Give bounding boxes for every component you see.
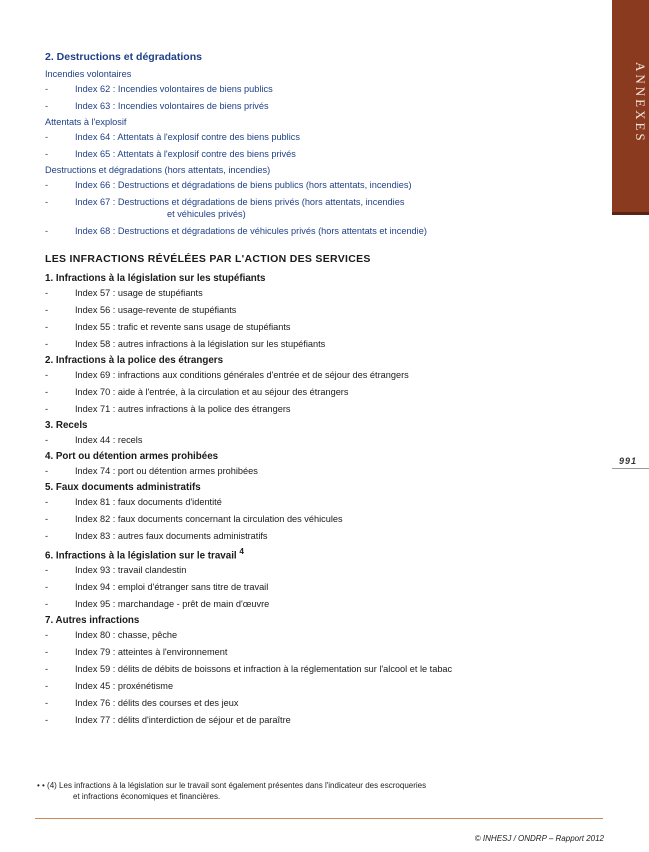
index-text: Index 44 : recels [75,435,143,445]
index-text: Index 74 : port ou détention armes prohibées [75,466,258,476]
index-item [45,697,565,709]
index-item [45,369,565,381]
index-list [45,369,565,415]
index-text: Index 82 : faux documents concernant la circulation des véhicules [75,514,343,524]
index-text: Index 65 : Attentats à l'explosif contre des biens privés [75,149,296,159]
dash-marker: - [45,84,49,94]
index-item [45,386,565,398]
index-list [45,287,565,350]
index-text: Index 93 : travail clandestin [75,565,187,576]
index-list [45,496,565,542]
index-item [45,513,565,525]
index-item [45,179,565,191]
index-list [45,434,565,446]
index-text: Index 64 : Attentats à l'explosif contre des biens publics [75,132,300,142]
index-item [45,287,565,299]
category-title: 6. Infractions à la législation sur le travail [45,550,237,562]
page-number-rule [612,468,649,469]
index-item [45,564,565,576]
group-heading: Attentats à l'explosif [45,117,127,127]
index-item [45,83,565,95]
category-heading [45,482,565,493]
footnote [37,780,537,802]
dash-marker: - [45,698,49,709]
index-text: Index 70 : aide à l'entrée, à la circulation et au séjour des étrangers [75,387,349,397]
index-item [45,496,565,508]
dash-marker: - [45,180,49,190]
index-list [45,564,565,610]
index-text: Index 69 : infractions aux conditions générales d'entrée et de séjour des étrangers [75,370,409,380]
footnote-line-1: • • (4) Les infractions à la législation sur le travail sont également présentes dans l'indicateur des escroqueries [37,781,427,790]
index-text: Index 76 : délits des courses et des jeux [75,698,239,709]
index-item [45,131,565,143]
dash-marker: - [45,435,49,445]
dash-marker: - [45,681,49,692]
index-item [45,530,565,542]
index-text: Index 45 : proxénétisme [75,681,174,692]
index-list [45,83,565,112]
footnote-ref: 4 [239,547,244,556]
page-number: 991 [618,456,638,466]
index-text: Index 67 : Destructions et dégradations de biens privés (hors attentats, incendies [75,197,405,207]
dash-marker: - [45,339,49,349]
dash-marker: - [45,582,49,593]
index-text: Index 63 : Incendies volontaires de biens privés [75,101,269,111]
index-text: Index 80 : chasse, pêche [75,630,178,641]
index-item [45,196,565,220]
dash-marker: - [45,288,49,298]
dash-marker: - [45,514,49,524]
index-text: Index 95 : marchandage - prêt de main d'œuvre [75,599,270,610]
category-title: 5. Faux documents administratifs [45,482,201,493]
dash-marker: - [45,599,49,610]
dash-marker: - [45,305,49,315]
dash-marker: - [45,322,49,332]
footer-credit: © INHESJ / ONDRP – Rapport 2012 [474,834,604,843]
index-item [45,100,565,112]
dash-marker: - [45,132,49,142]
dash-marker: - [45,715,49,726]
index-text: Index 68 : Destructions et dégradations de véhicules privés (hors attentats et incendie) [75,226,427,236]
index-item [45,403,565,415]
index-text: Index 71 : autres infractions à la police des étrangers [75,404,291,414]
index-list [45,629,565,726]
dash-marker: - [45,497,49,507]
index-item [45,225,565,237]
dash-marker: - [45,387,49,397]
category-heading [45,451,565,462]
dash-marker: - [45,149,49,159]
group [45,117,565,160]
dash-marker: - [45,565,49,576]
category-title: 3. Recels [45,420,88,431]
services-heading: LES INFRACTIONS RÉVÉLÉES PAR L'ACTION DES SERVICES [45,253,371,265]
dash-marker: - [45,101,49,111]
index-item [45,434,565,446]
group [45,165,565,237]
dash-marker: - [45,647,49,658]
index-item [45,680,565,692]
index-item [45,148,565,160]
footnote-line-2: et infractions économiques et financières. [73,792,221,801]
dash-marker: - [45,197,49,207]
index-text: Index 59 : délits de débits de boissons et infraction à la réglementation sur l'alcool et le tabac [75,664,453,675]
index-text: Index 94 : emploi d'étranger sans titre de travail [75,582,269,593]
index-item [45,714,565,726]
index-item [45,465,565,477]
dash-marker: - [45,370,49,380]
category-heading [45,615,565,626]
category-title: 2. Infractions à la police des étrangers [45,355,224,366]
index-item [45,646,565,658]
services-categories [45,273,565,726]
index-list [45,131,565,160]
dash-marker: - [45,466,49,476]
index-text: Index 77 : délits d'interdiction de séjour et de paraître [75,715,291,726]
index-item [45,321,565,333]
index-list [45,179,565,237]
category-title: 4. Port ou détention armes prohibées [45,451,219,462]
index-text: Index 56 : usage-revente de stupéfiants [75,305,237,315]
index-item [45,338,565,350]
dash-marker: - [45,664,49,675]
content [45,51,565,731]
index-text: Index 62 : Incendies volontaires de biens publics [75,84,273,94]
side-tab-label: ANNEXES [633,62,648,144]
group [45,69,565,112]
group-heading: Destructions et dégradations (hors attentats, incendies) [45,165,271,175]
index-text: Index 55 : trafic et revente sans usage de stupéfiants [75,322,291,332]
index-item [45,629,565,641]
category-title: 1. Infractions à la législation sur les stupéfiants [45,273,266,284]
index-item [45,304,565,316]
index-text: Index 58 : autres infractions à la législation sur les stupéfiants [75,339,326,349]
category-heading [45,355,565,366]
index-item [45,598,565,610]
index-text: Index 57 : usage de stupéfiants [75,288,203,298]
dash-marker: - [45,404,49,414]
index-list [45,465,565,477]
section-title: 2. Destructions et dégradations [45,51,202,63]
dash-marker: - [45,226,49,236]
footer-rule [35,818,603,819]
dash-marker: - [45,630,49,641]
index-text: Index 66 : Destructions et dégradations de biens publics (hors attentats, incendies) [75,180,412,190]
sec2-groups [45,69,565,237]
index-item [45,663,565,675]
index-text: Index 81 : faux documents d'identité [75,497,222,507]
category-heading [45,420,565,431]
category-title: 7. Autres infractions [45,615,140,627]
category-heading [45,273,565,284]
index-item [45,581,565,593]
category-heading [45,547,565,561]
index-text: Index 83 : autres faux documents administratifs [75,531,268,541]
index-text: Index 79 : atteintes à l'environnement [75,647,228,658]
group-heading: Incendies volontaires [45,69,132,79]
index-text-cont: et véhicules privés) [167,209,246,219]
dash-marker: - [45,531,49,541]
